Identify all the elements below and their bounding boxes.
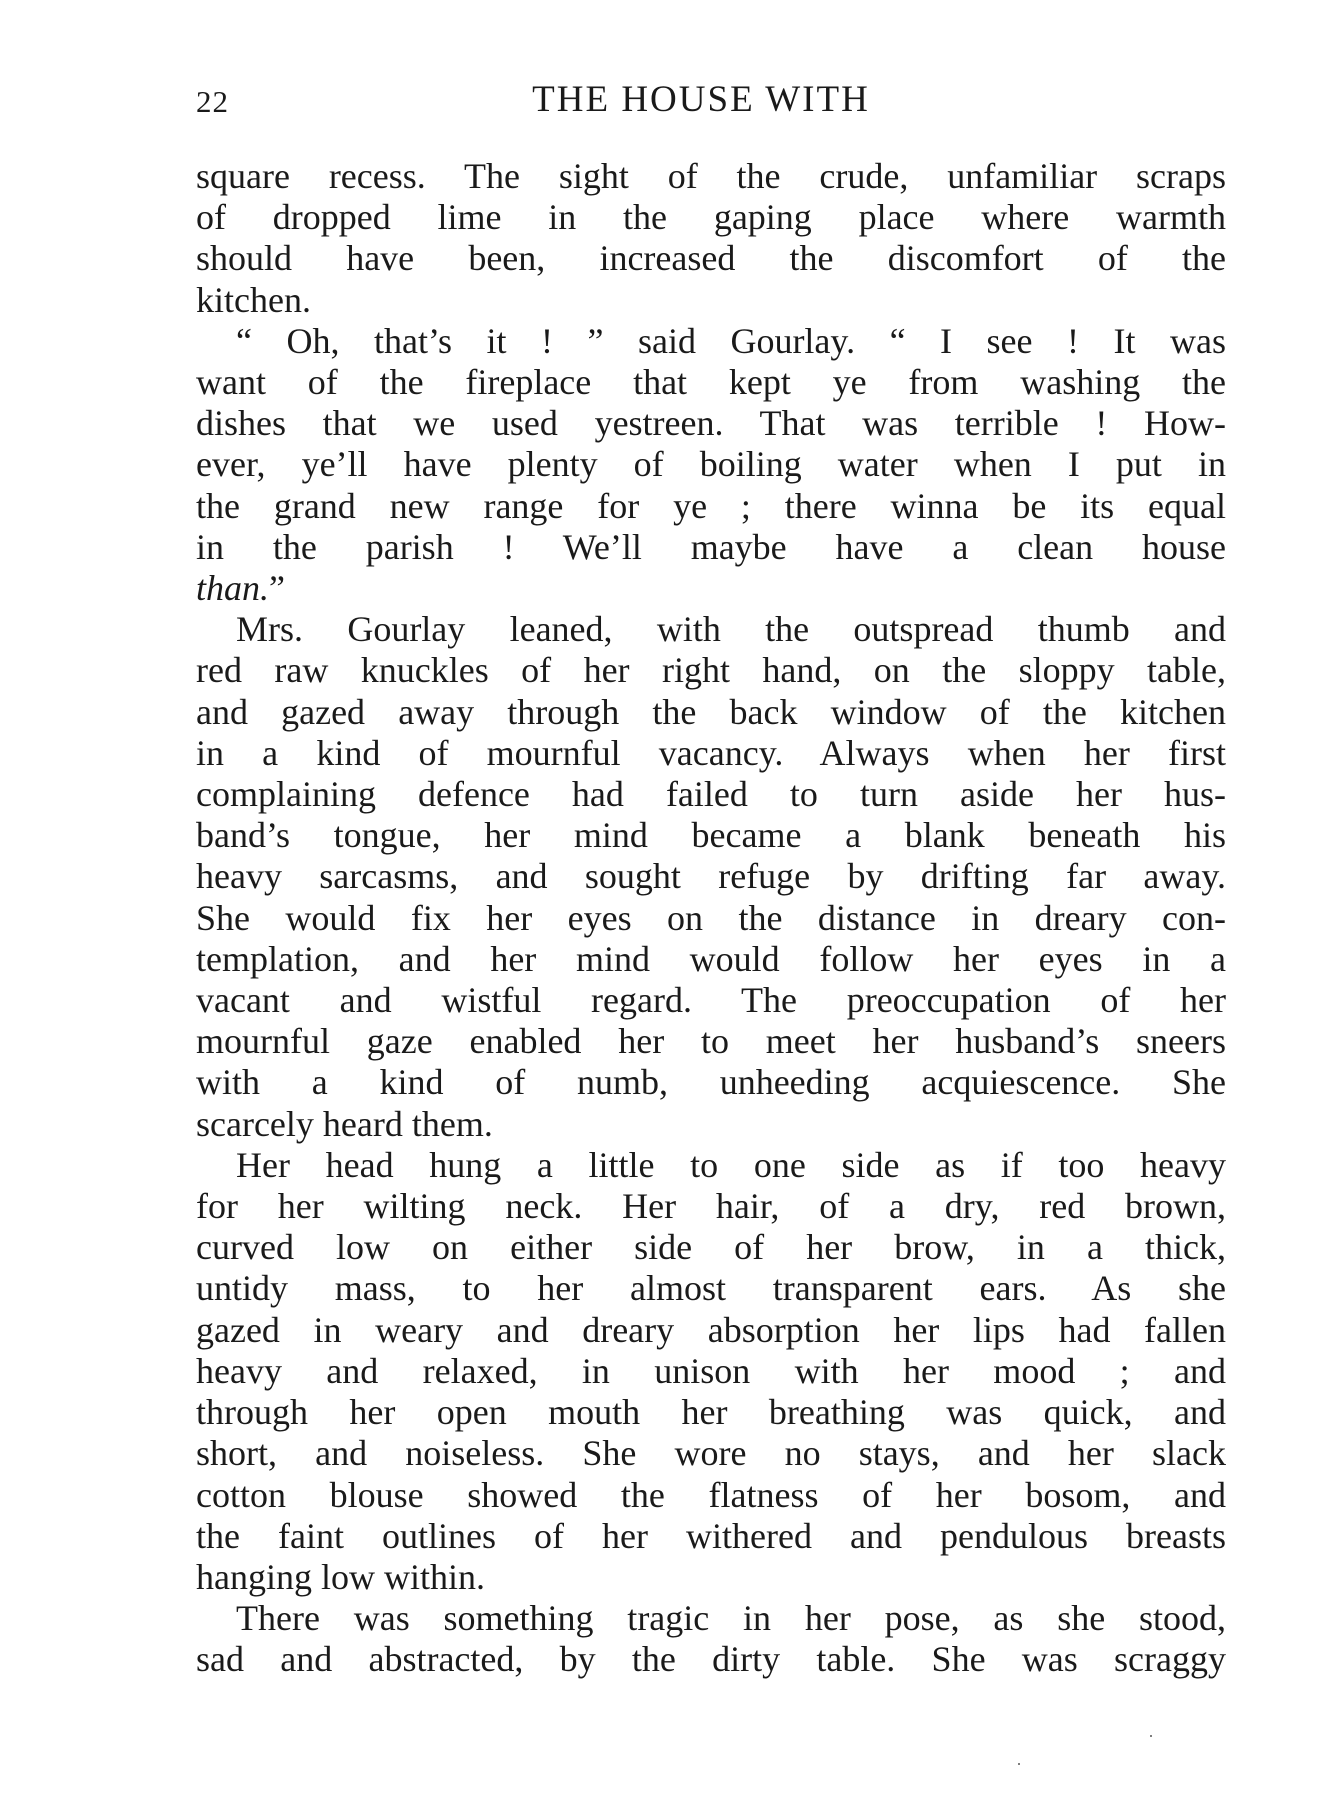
text-line: curved low on either side of her brow, in a thick,: [196, 1227, 1226, 1268]
text-line: square recess. The sight of the crude, unfamiliar scraps: [196, 156, 1226, 196]
text-line: sad and abstracted, by the dirty table. She was scraggy: [196, 1639, 1226, 1680]
body-text: [196, 156, 1226, 1681]
text-line: red raw knuckles of her right hand, on the sloppy table,: [196, 650, 1226, 691]
text-line: for her wilting neck. Her hair, of a dry, red brown,: [196, 1186, 1226, 1227]
text-line: heavy and relaxed, in unison with her mood ; and: [196, 1350, 1226, 1391]
text-line: Mrs. Gourlay leaned, with the outspread thumb and: [236, 609, 1226, 650]
text-line: She would fix her eyes on the distance in dreary con-: [196, 897, 1226, 938]
text-line: the faint outlines of her withered and pendulous breasts: [196, 1515, 1226, 1556]
text-line: ever, ye’ll have plenty of boiling water when I put in: [196, 444, 1226, 485]
text-line: and gazed away through the back window of the kitchen: [196, 691, 1226, 732]
paragraph-4: [196, 1145, 1226, 1598]
running-head: [196, 78, 1226, 128]
text-line: short, and noiseless. She wore no stays, and her slack: [196, 1433, 1226, 1474]
text-line: complaining defence had failed to turn aside her hus-: [196, 774, 1226, 815]
running-title: THE HOUSE WITH: [532, 79, 870, 120]
text-line: templation, and her mind would follow her eyes in a: [196, 938, 1226, 979]
paragraph-3: [196, 609, 1226, 1145]
text-line: There was something tragic in her pose, as she stood,: [236, 1598, 1226, 1639]
page-number: 22: [196, 84, 229, 119]
paragraph-5: [196, 1598, 1226, 1680]
italic-word: than.: [196, 568, 270, 609]
text-line: Her head hung a little to one side as if too heavy: [236, 1144, 1226, 1185]
text-line: through her open mouth her breathing was quick, and: [196, 1392, 1226, 1433]
text-line: kitchen.: [196, 279, 311, 320]
text-line: with a kind of numb, unheeding acquiescence. She: [196, 1062, 1226, 1103]
text-line: vacant and wistful regard. The preoccupation of her: [196, 980, 1226, 1021]
text-line: in a kind of mournful vacancy. Always when her first: [196, 732, 1226, 773]
paragraph-1: [196, 156, 1226, 321]
paragraph-2: [196, 321, 1226, 609]
closing-quote: ”: [269, 568, 285, 609]
text-line: mournful gaze enabled her to meet her husband’s sneers: [196, 1021, 1226, 1062]
print-speck: [1150, 1735, 1152, 1737]
print-speck: [1018, 1763, 1020, 1765]
text-line: the grand new range for ye ; there winna be its equal: [196, 485, 1226, 526]
text-line: should have been, increased the discomfort of the: [196, 238, 1226, 279]
text-line: “ Oh, that’s it ! ” said Gourlay. “ I see ! It was: [236, 320, 1226, 361]
text-line-italic-end: [196, 568, 1226, 609]
text-line: of dropped lime in the gaping place where warmth: [196, 197, 1226, 238]
text-line: hanging low within.: [196, 1556, 485, 1597]
text-line: scarcely heard them.: [196, 1103, 493, 1144]
text-line: cotton blouse showed the flatness of her bosom, and: [196, 1474, 1226, 1515]
text-line: dishes that we used yestreen. That was terrible ! How-: [196, 403, 1226, 444]
text-line: in the parish ! We’ll maybe have a clean house: [196, 526, 1226, 567]
text-line: want of the fireplace that kept ye from washing the: [196, 362, 1226, 403]
text-line: gazed in weary and dreary absorption her lips had fallen: [196, 1309, 1226, 1350]
text-line: untidy mass, to her almost transparent ears. As she: [196, 1268, 1226, 1309]
text-line: band’s tongue, her mind became a blank beneath his: [196, 815, 1226, 856]
text-line: heavy sarcasms, and sought refuge by drifting far away.: [196, 856, 1226, 897]
